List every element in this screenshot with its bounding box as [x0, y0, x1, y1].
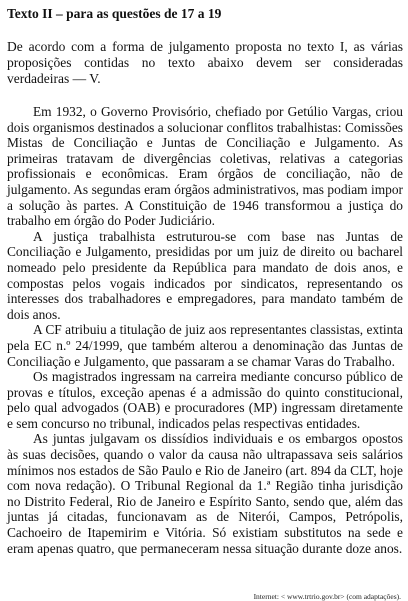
document-page	[7, 6, 403, 556]
paragraph-5: As juntas julgavam os dissídios individuais e os embargos opostos às suas decisões, quando o valor da causa não ultrapassava seis salários mínimos nos estados de São Paulo e Rio de Janeiro (art. 894 da CLT, hoje com nova redação). O Tribunal Regional da 1.ª Região tinha jurisdição no Distrito Federal, Rio de Janeiro e Espírito Santo, sendo que, além das juntas já citadas, funcionavam as de Niterói, Campos, Petrópolis, Cachoeiro de Itapemirim e Vitória. Só existiam substitutos na sede e eram apenas quatro, que permaneceram nessa situação durante doze anos.	[7, 431, 403, 556]
paragraph-2: A justiça trabalhista estruturou-se com base nas Juntas de Conciliação e Julgamento, presididas por um juiz de direito ou bacharel nomeado pelo presidente da República para mandato de dois anos, e compostas pelos vogais indicados por sindicatos, representando os interesses dos trabalhadores e empregadores, para mandato também de dois anos.	[7, 228, 403, 322]
paragraph-4: Os magistrados ingressam na carreira mediante concurso público de provas e títulos, exceção apenas é a admissão do quinto constitucional, pelo qual advogados (OAB) e procuradores (MP) ingressam diretamente e sem concurso no tribunal, indicados pelas respectivas entidades.	[7, 369, 403, 431]
paragraph-1: Em 1932, o Governo Provisório, chefiado por Getúlio Vargas, criou dois organismos destinados a solucionar conflitos trabalhistas: Comissões Mistas de Conciliação e Juntas de Conciliação e Julgamento. As primeiras tratavam de divergências coletivas, relativas a categorias profissionais e econômicas. Eram órgãos de conciliação, não de julgamento. As segundas eram órgãos administrativos, mas podiam impor a solução às partes. A Constituição de 1946 transformou a justiça do trabalho em órgão do Poder Judiciário.	[7, 104, 403, 229]
instruction-text: De acordo com a forma de julgamento proposta no texto I, as várias proposições contidas no texto abaixo devem ser consideradas verdadeiras — V.	[7, 39, 403, 86]
text-body	[7, 104, 403, 556]
section-title: Texto II – para as questões de 17 a 19	[7, 6, 222, 21]
source-citation: Internet: < www.trtrio.gov.br> (com adaptações).	[253, 592, 401, 601]
paragraph-3: A CF atribuiu a titulação de juiz aos representantes classistas, extinta pela EC n.º 24/1999, que também alterou a denominação das Juntas de Conciliação e Julgamento, que passaram a se chamar Varas do Trabalho.	[7, 322, 403, 369]
